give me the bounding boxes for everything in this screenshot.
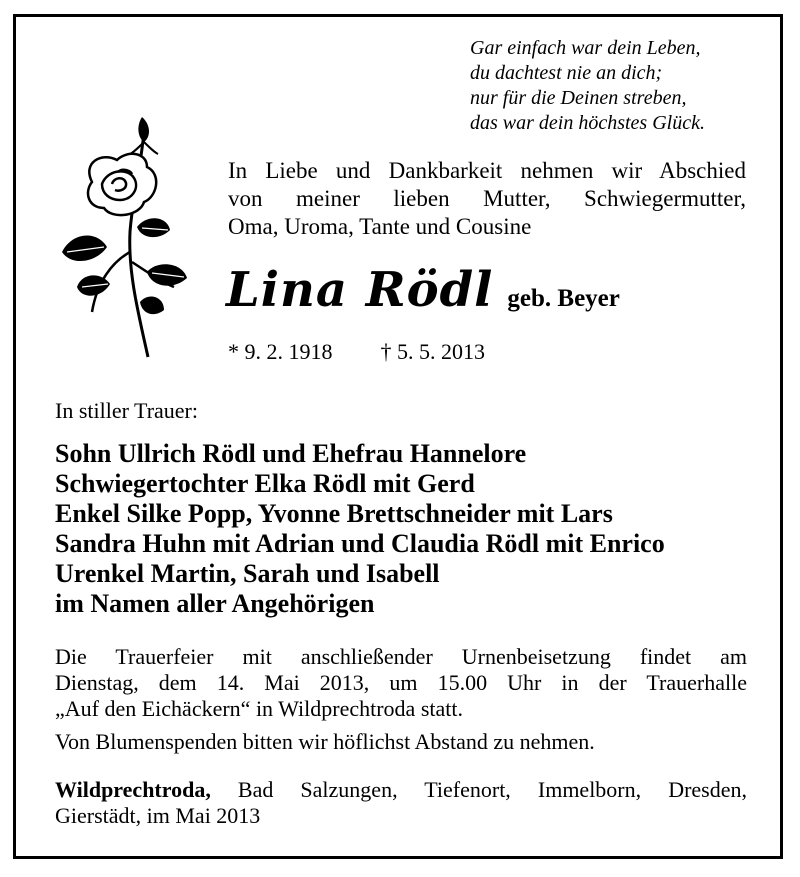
relatives-list (55, 439, 665, 619)
intro-line: Oma, Uroma, Tante und Cousine (228, 214, 532, 239)
poem-line: nur für die Deinen streben, (470, 87, 687, 109)
intro-text (228, 157, 746, 241)
places-and-date (55, 777, 747, 829)
born-name: geb. Beyer (507, 285, 620, 312)
poem-line: du dachtest nie an dich; (470, 62, 663, 84)
flowers-note: Von Blumenspenden bitten wir höflichst Abstand zu nehmen. (55, 729, 595, 754)
relative-line: im Namen aller Angehörigen (55, 589, 375, 618)
poem-line: Gar einfach war dein Leben, (470, 37, 701, 59)
deceased-name-row (226, 262, 620, 318)
intro-line: In Liebe und Dankbarkeit nehmen wir Abschied (228, 158, 746, 183)
relative-line: Sohn Ullrich Rödl und Ehefrau Hannelore (55, 439, 527, 468)
deceased-name: Lina Rödl (226, 262, 494, 318)
ceremony-line: Die Trauerfeier mit anschließender Urnenbeisetzung findet am (55, 644, 747, 669)
birth-date: * 9. 2. 1918 (228, 339, 333, 364)
rose-icon (52, 112, 192, 362)
relative-line: Urenkel Martin, Sarah und Isabell (55, 559, 440, 588)
relative-line: Sandra Huhn mit Adrian und Claudia Rödl mit Enrico (55, 529, 665, 558)
places-line (55, 777, 747, 803)
poem-line: das war dein höchstes Glück. (470, 112, 705, 134)
ceremony-line: Dienstag, dem 14. Mai 2013, um 15.00 Uhr in der Trauerhalle (55, 670, 747, 695)
ceremony-info (55, 644, 747, 722)
intro-line: von meiner lieben Mutter, Schwiegermutter, (228, 186, 746, 211)
relative-line: Schwiegertochter Elka Rödl mit Gerd (55, 469, 475, 498)
death-date: † 5. 5. 2013 (380, 339, 485, 364)
places-rest: Bad Salzungen, Tiefenort, Immelborn, Dresden, (210, 777, 747, 802)
life-dates (228, 339, 485, 365)
poem (470, 36, 705, 136)
relative-line: Enkel Silke Popp, Yvonne Brettschneider mit Lars (55, 499, 613, 528)
places-first: Wildprechtroda, (55, 777, 211, 802)
places-line-2: Gierstädt, im Mai 2013 (55, 803, 261, 828)
mourning-label: In stiller Trauer: (55, 398, 198, 423)
ceremony-line: „Auf den Eichäckern“ in Wildprechtroda statt. (55, 696, 463, 721)
